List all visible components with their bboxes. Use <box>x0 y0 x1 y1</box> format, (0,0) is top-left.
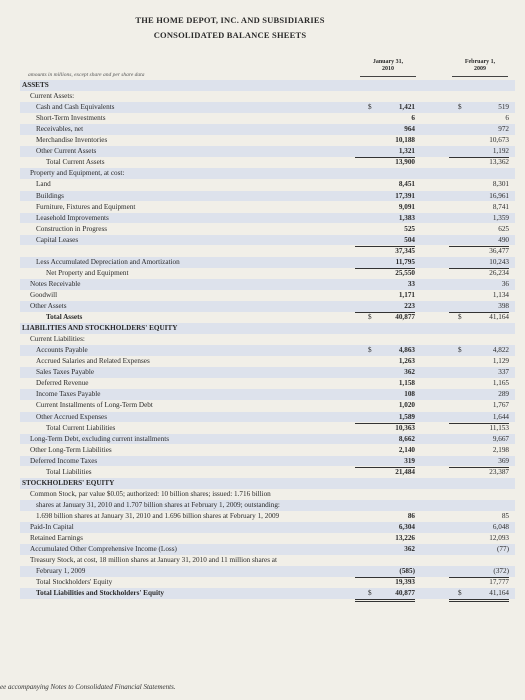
table-row <box>0 146 525 157</box>
table-row <box>0 423 525 434</box>
table-row <box>0 445 525 456</box>
value-2010: 1,158 <box>398 379 415 388</box>
value-2010: 21,484 <box>355 467 415 479</box>
value-2009: 972 <box>498 125 509 134</box>
footnote: ee accompanying Notes to Consolidated Financial Statements. <box>0 683 176 691</box>
dollar-sign: $ <box>458 346 462 355</box>
value-2009: 4,822 <box>492 346 509 355</box>
column-rule-2010 <box>360 76 416 77</box>
row-label: Long-Term Debt, excluding current installments <box>30 434 170 443</box>
table-row <box>0 80 525 91</box>
value-2009: 23,387 <box>449 467 509 479</box>
row-label: Construction in Progress <box>36 224 108 233</box>
table-row <box>0 500 525 511</box>
value-2009: 490 <box>449 235 509 247</box>
row-label: Less Accumulated Depreciation and Amortization <box>36 257 180 266</box>
value-2010: 19,393 <box>355 577 415 589</box>
value-2009: 8,301 <box>492 180 509 189</box>
dollar-sign: $ <box>368 589 372 598</box>
table-row <box>0 157 525 168</box>
value-2010: (585) <box>355 566 415 578</box>
row-label: Total Current Assets <box>46 158 105 167</box>
table-row <box>0 102 525 113</box>
row-label: Receivables, net <box>36 125 84 134</box>
table-row <box>0 533 525 544</box>
value-2009: 289 <box>498 390 509 399</box>
table-row <box>0 544 525 555</box>
table-row <box>0 389 525 400</box>
table-row <box>0 213 525 224</box>
value-2009: 2,198 <box>492 445 509 454</box>
dollar-sign: $ <box>458 589 462 598</box>
row-label: Furniture, Fixtures and Equipment <box>36 202 136 211</box>
dollar-sign: $ <box>368 346 372 355</box>
value-2009: 1,134 <box>492 290 509 299</box>
value-2009: 9,667 <box>492 434 509 443</box>
row-label: Total Current Liabilities <box>46 423 116 432</box>
value-2010: 6 <box>411 114 415 123</box>
table-row <box>0 400 525 411</box>
table-row <box>0 467 525 478</box>
row-label: Property and Equipment, at cost: <box>30 169 125 178</box>
row-label: Sales Taxes Payable <box>36 368 95 377</box>
value-2010: 10,188 <box>395 136 415 145</box>
value-2010: 25,550 <box>355 268 415 280</box>
table-row <box>0 235 525 246</box>
value-2010: 1,020 <box>398 401 415 410</box>
table-row <box>0 246 525 257</box>
table-row <box>0 456 525 467</box>
row-label: Current Installments of Long-Term Debt <box>36 401 153 410</box>
table-row <box>0 367 525 378</box>
row-label: Other Long-Term Liabilities <box>30 445 112 454</box>
row-label: Other Accrued Expenses <box>36 412 108 421</box>
value-2010: 223 <box>355 301 415 313</box>
value-2010: 964 <box>404 125 415 134</box>
value-2009: 16,961 <box>489 191 509 200</box>
row-label: Current Liabilities: <box>30 335 85 344</box>
value-2009: 13,362 <box>449 157 509 169</box>
value-2009: 12,093 <box>489 534 509 543</box>
value-2009: 1,767 <box>492 401 509 410</box>
value-2009: 10,673 <box>489 136 509 145</box>
column-header-2009: February 1, 2009 <box>464 59 496 72</box>
value-2010: 1,171 <box>398 290 415 299</box>
value-2009: 1,165 <box>492 379 509 388</box>
row-label: Common Stock, par value $0.05; authorized: 10 billion shares; issued: 1.716 billion <box>30 489 271 498</box>
value-2009: 10,243 <box>449 257 509 269</box>
value-2009: (372) <box>449 566 509 578</box>
row-label: Net Property and Equipment <box>46 268 129 277</box>
table-row <box>0 91 525 102</box>
row-label: Paid-In Capital <box>30 523 74 531</box>
value-2009: 8,741 <box>492 202 509 211</box>
dollar-sign: $ <box>368 103 372 112</box>
company-title: THE HOME DEPOT, INC. AND SUBSIDIARIES <box>135 15 325 25</box>
value-2010: 1,421 <box>398 103 415 112</box>
row-label: Total Liabilities <box>46 467 92 476</box>
value-2010: 8,451 <box>398 180 415 189</box>
value-2010: 40,877 <box>355 312 415 326</box>
table-row <box>0 334 525 345</box>
row-label: Capital Leases <box>36 235 79 244</box>
value-2010: 33 <box>407 279 415 288</box>
value-2009: 11,153 <box>449 423 509 435</box>
table-row <box>0 301 525 312</box>
value-2010: 362 <box>404 545 415 554</box>
value-2010: 362 <box>404 368 415 377</box>
row-label: Leasehold Improvements <box>36 213 109 222</box>
row-label: Notes Receivable <box>30 279 81 288</box>
table-row <box>0 312 525 323</box>
value-2009: 17,777 <box>449 577 509 589</box>
value-2009: 1,192 <box>449 146 509 158</box>
table-row <box>0 135 525 146</box>
value-2010: 6,304 <box>398 523 415 531</box>
row-label: February 1, 2009 <box>36 567 86 576</box>
value-2010: 86 <box>407 511 415 520</box>
value-2010: 9,091 <box>398 202 415 211</box>
row-label: Buildings <box>36 191 64 200</box>
row-label: LIABILITIES AND STOCKHOLDERS' EQUITY <box>22 324 178 333</box>
row-label: Income Taxes Payable <box>36 390 101 399</box>
row-label: Other Assets <box>30 302 67 310</box>
value-2009: 6,048 <box>492 523 509 531</box>
table-row <box>0 555 525 566</box>
value-2009: (77) <box>497 545 509 554</box>
row-label: Treasury Stock, at cost, 18 million shares at January 31, 2010 and 11 million shares at <box>30 556 277 565</box>
table-row <box>0 257 525 268</box>
row-label: Accounts Payable <box>36 346 88 355</box>
table-row <box>0 124 525 135</box>
value-2009: 337 <box>498 368 509 377</box>
value-2010: 108 <box>404 390 415 399</box>
dollar-sign: $ <box>458 103 462 112</box>
units-note: amounts in millions, except share and per share data <box>28 72 145 78</box>
row-label: Deferred Income Taxes <box>30 456 98 465</box>
row-label: Accrued Salaries and Related Expenses <box>36 357 150 366</box>
value-2009: 85 <box>501 511 509 520</box>
row-label: Retained Earnings <box>30 534 83 543</box>
value-2009: 41,164 <box>449 312 509 326</box>
column-rule-2009 <box>452 76 508 77</box>
table-row <box>0 268 525 279</box>
table-row <box>0 588 525 599</box>
table-row <box>0 412 525 423</box>
row-label: Total Assets <box>46 313 83 322</box>
value-2009: 519 <box>498 103 509 112</box>
value-2010: 4,863 <box>398 346 415 355</box>
value-2009: 26,234 <box>449 268 509 280</box>
value-2010: 1,589 <box>355 412 415 424</box>
value-2009: 369 <box>449 456 509 468</box>
column-header-2010: January 31, 2010 <box>372 59 404 72</box>
value-2010: 40,877 <box>355 588 415 602</box>
table-row <box>0 378 525 389</box>
row-label: Current Assets: <box>30 92 75 101</box>
table-row <box>0 113 525 124</box>
value-2010: 525 <box>404 224 415 233</box>
row-label: shares at January 31, 2010 and 1.707 billion shares at February 1, 2009; outstanding: <box>36 500 280 509</box>
value-2010: 8,662 <box>398 434 415 443</box>
row-label: Other Current Assets <box>36 147 97 156</box>
table-row <box>0 179 525 190</box>
value-2010: 1,321 <box>355 146 415 158</box>
table-row <box>0 489 525 500</box>
value-2010: 11,795 <box>355 257 415 269</box>
table-row <box>0 511 525 522</box>
row-label: Short-Term Investments <box>36 114 106 123</box>
row-label: 1.698 billion shares at January 31, 2010 and 1.696 billion shares at February 1, 2009 <box>36 511 280 520</box>
row-label: Accumulated Other Comprehensive Income (Loss) <box>30 545 177 554</box>
table-row <box>0 522 525 533</box>
dollar-sign: $ <box>368 313 372 322</box>
table-row <box>0 224 525 235</box>
row-label: ASSETS <box>22 81 49 89</box>
statement-title: CONSOLIDATED BALANCE SHEETS <box>153 30 307 40</box>
value-2009: 625 <box>498 224 509 233</box>
table-row <box>0 279 525 290</box>
value-2010: 37,345 <box>395 246 415 255</box>
value-2010: 13,226 <box>395 534 415 543</box>
row-label: Goodwill <box>30 290 58 299</box>
table-row <box>0 356 525 367</box>
table-row <box>0 202 525 213</box>
value-2010: 1,383 <box>398 213 415 222</box>
value-2010: 504 <box>355 235 415 247</box>
value-2009: 1,359 <box>492 213 509 222</box>
value-2010: 2,140 <box>398 445 415 454</box>
value-2009: 1,129 <box>492 357 509 366</box>
dollar-sign: $ <box>458 313 462 322</box>
value-2010: 13,900 <box>355 157 415 169</box>
row-label: Total Liabilities and Stockholders' Equity <box>36 589 164 598</box>
table-row <box>0 345 525 356</box>
row-label: Land <box>36 180 51 189</box>
table-row <box>0 566 525 577</box>
value-2009: 6 <box>505 114 509 123</box>
value-2009: 36,477 <box>489 246 509 255</box>
value-2010: 17,391 <box>395 191 415 200</box>
table-row <box>0 323 525 334</box>
row-label: Cash and Cash Equivalents <box>36 103 115 112</box>
table-row <box>0 577 525 588</box>
row-label: STOCKHOLDERS' EQUITY <box>22 478 115 487</box>
value-2010: 10,363 <box>355 423 415 435</box>
row-label: Merchandise Inventories <box>36 136 108 145</box>
value-2010: 319 <box>355 456 415 468</box>
value-2009: 41,164 <box>449 588 509 602</box>
value-2009: 1,644 <box>449 412 509 424</box>
value-2009: 36 <box>501 279 509 288</box>
row-label: Deferred Revenue <box>36 379 89 388</box>
table-row <box>0 191 525 202</box>
table-row <box>0 478 525 489</box>
value-2009: 398 <box>449 301 509 313</box>
table-row <box>0 290 525 301</box>
table-row <box>0 434 525 445</box>
row-label: Total Stockholders' Equity <box>36 578 113 587</box>
value-2010: 1,263 <box>398 357 415 366</box>
table-row <box>0 168 525 179</box>
